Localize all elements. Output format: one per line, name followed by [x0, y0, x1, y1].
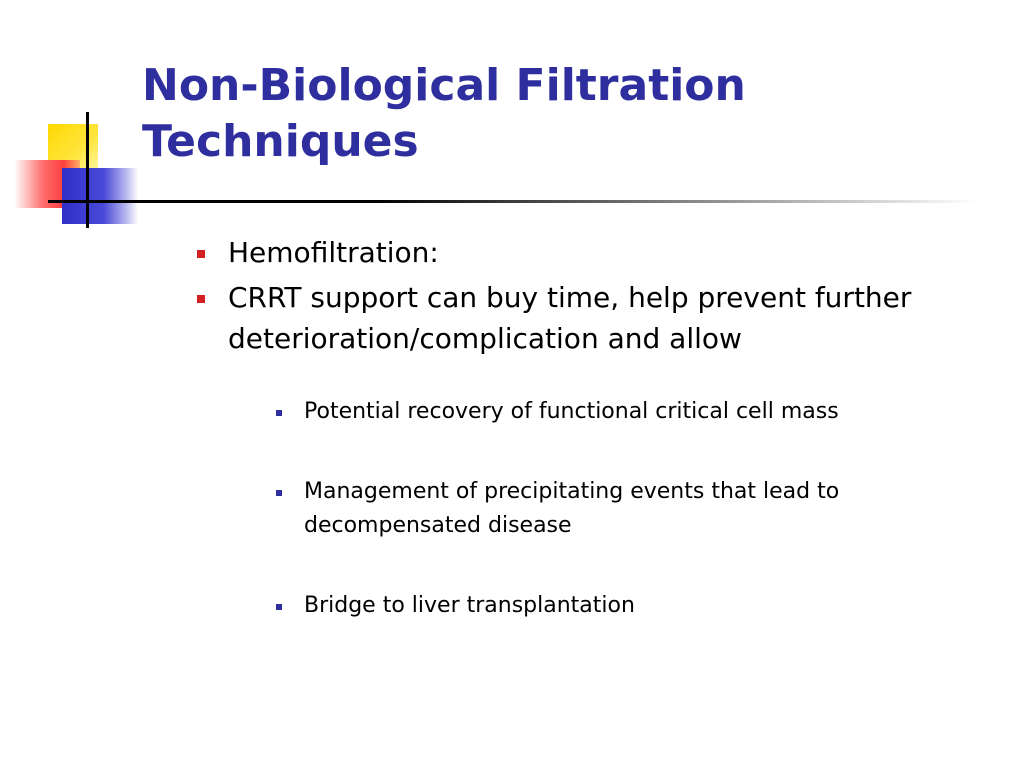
- bullet-item: [196, 277, 996, 623]
- corner-logo-graphic: [0, 0, 160, 240]
- title-underline: [48, 200, 978, 203]
- logo-vertical-line: [86, 112, 89, 228]
- sub-bullet-item: [272, 395, 996, 429]
- sub-bullet-text: Management of precipitating events that lead to decompensated disease: [304, 479, 840, 538]
- bullet-item: [196, 232, 996, 273]
- sub-bullet-text: Bridge to liver transplantation: [304, 593, 635, 618]
- slide-body: [196, 232, 996, 669]
- blue-square-bullet-icon: [276, 410, 282, 416]
- slide-title: [142, 58, 1002, 170]
- sub-bullet-list: [272, 395, 996, 623]
- blue-square-bullet-icon: [276, 490, 282, 496]
- logo-blue-square: [62, 168, 138, 224]
- sub-bullet-text: Potential recovery of functional critical cell mass: [304, 399, 839, 424]
- red-square-bullet-icon: [197, 250, 205, 258]
- slide-title-line-2: Techniques: [142, 116, 419, 167]
- sub-bullet-item: [272, 589, 996, 623]
- blue-square-bullet-icon: [276, 604, 282, 610]
- slide-title-line-1: Non-Biological Filtration: [142, 60, 746, 111]
- bullet-text: Hemofiltration:: [228, 236, 439, 269]
- red-square-bullet-icon: [197, 295, 205, 303]
- bullet-list: [196, 232, 996, 623]
- bullet-text: CRRT support can buy time, help prevent further deterioration/complication and allow: [228, 281, 912, 355]
- sub-bullet-item: [272, 475, 996, 543]
